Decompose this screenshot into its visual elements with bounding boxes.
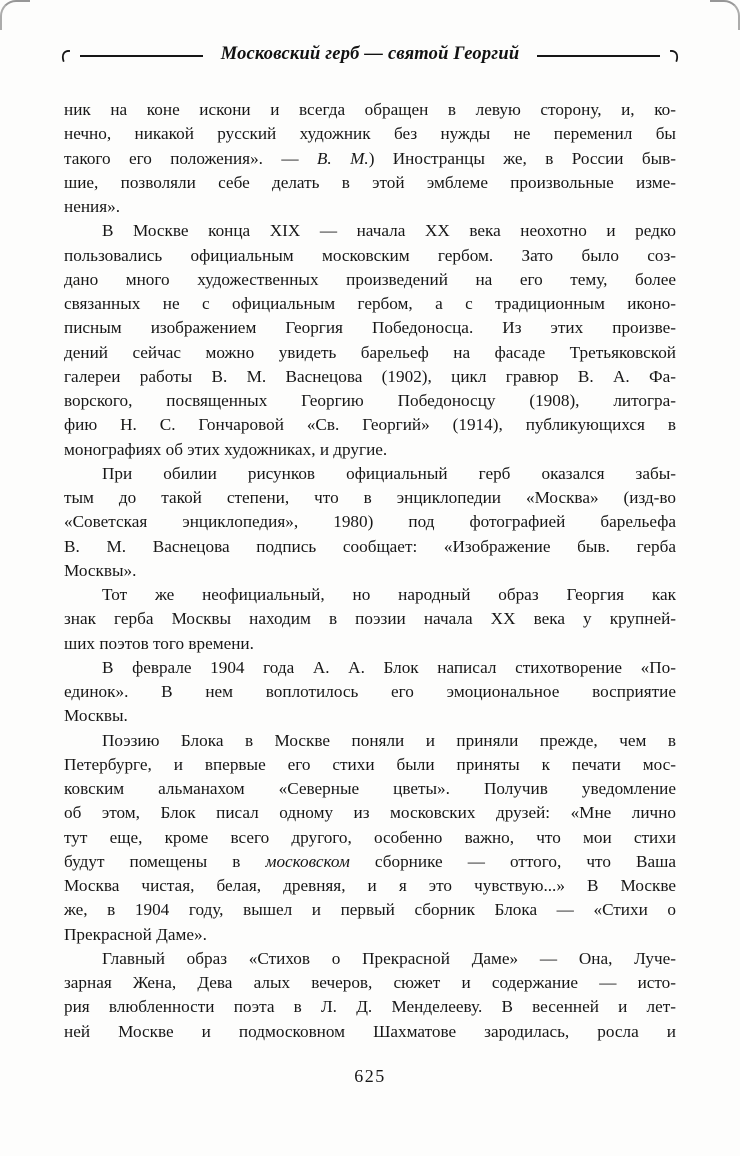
text-line: писным изображением Георгия Победоносца. Из этих произве-: [64, 318, 676, 338]
text-line: Петербурге, и впервые его стихи были приняты к печати мос-: [64, 754, 676, 774]
paragraph: [64, 656, 676, 729]
text-block: [64, 98, 676, 1044]
text-line: нения».: [64, 197, 121, 216]
text-line: ковским альманахом «Северные цветы». Получив уведомление: [64, 779, 676, 798]
text-line: Прекрасной Даме».: [64, 924, 207, 944]
text-line: В. М. Васнецова подпись сообщает: «Изображение быв. герба: [64, 536, 676, 556]
text-line: пользовались официальным московским гербом. Зато было соз-: [64, 245, 676, 265]
text-line: Москва чистая, белая, древняя, и я это чувствую...» В Москве: [64, 876, 676, 895]
text-line: тут еще, кроме всего другого, особенно важно, что мои стихи: [64, 827, 676, 847]
text-line: Главный образ «Стихов о Прекрасной Даме» — Она, Луче-: [102, 948, 676, 968]
paragraph: [64, 729, 676, 947]
text-line: связанных не с официальным гербом, а с традиционным иконо-: [64, 294, 676, 313]
text-line: Москвы».: [64, 560, 137, 580]
text-line: Тот же неофициальный, но народный образ Георгия как: [102, 585, 676, 604]
text-line: В Москве конца XIX — начала XX века неохотно и редко: [102, 221, 676, 241]
text-line: Поэзию Блока в Москве поняли и приняли прежде, чем в: [102, 730, 676, 750]
scan-corner-left: [0, 0, 30, 30]
text-line: ней Москве и подмосковном Шахматове зародилась, росла и: [64, 1021, 676, 1041]
flourish-right-icon: [670, 49, 680, 62]
text-line: ворского, посвященных Георгию Победоносцу (1908), литогра-: [64, 391, 676, 410]
text-line: фию Н. С. Гончаровой «Св. Георгий» (1914), публикующихся в: [64, 415, 676, 435]
text-line: ник на коне искони и всегда обращен в левую сторону, и, ко-: [64, 100, 676, 119]
text-line: монографиях об этих художниках, и другие.: [64, 439, 388, 459]
text-line: будут помещены в московском сборнике — оттого, что Ваша: [64, 851, 676, 871]
text-line: зарная Жена, Дева алых вечеров, сюжет и содержание — исто-: [64, 973, 676, 992]
text-line: же, в 1904 году, вышел и первый сборник Блока — «Стихи о: [64, 900, 676, 920]
paragraph: [64, 462, 676, 583]
paragraph: [64, 219, 676, 462]
chapter-header: [60, 44, 680, 65]
text-line: тым до такой степени, что в энциклопедии «Москва» (изд-во: [64, 488, 676, 507]
text-line: дений сейчас можно увидеть барельеф на фасаде Третьяковской: [64, 342, 676, 362]
text-line: об этом, Блок писал одному из московских друзей: «Мне лично: [64, 803, 676, 823]
text-line: В феврале 1904 года А. А. Блок написал стихотворение «По-: [102, 657, 676, 677]
text-line: единок». В нем воплотилось его эмоциональное восприятие: [64, 682, 676, 701]
paragraph: [64, 947, 676, 1044]
text-line: такого его положения». — В. М.) Иностранцы же, в России быв-: [64, 148, 676, 168]
text-line: рия влюбленности поэта в Л. Д. Менделееву. В весенней и лет-: [64, 997, 676, 1017]
text-line: Москвы.: [64, 706, 128, 726]
chapter-title: Московский герб — святой Георгий: [220, 44, 520, 64]
paragraph: [64, 98, 676, 219]
flourish-left-icon: [60, 49, 70, 62]
text-line: ших поэтов того времени.: [64, 633, 254, 653]
text-line: нечно, никакой русский художник без нужды не переменил бы: [64, 124, 676, 144]
text-line: знак герба Москвы находим в поэзии начала XX века у крупней-: [64, 609, 676, 629]
page-number: 625: [354, 1066, 386, 1086]
text-line: «Советская энциклопедия», 1980) под фотографией барельефа: [64, 512, 676, 532]
text-line: дано много художественных произведений на его тему, более: [64, 269, 676, 289]
header-rule-left: [80, 55, 203, 57]
text-line: При обилии рисунков официальный герб оказался забы-: [102, 463, 676, 483]
text-line: галереи работы В. М. Васнецова (1902), цикл гравюр В. А. Фа-: [64, 366, 676, 386]
text-line: шие, позволяли себе делать в этой эмблеме произвольные изме-: [64, 172, 676, 192]
scan-corner-right: [710, 0, 740, 30]
header-rule-right: [537, 55, 660, 57]
paragraph: [64, 583, 676, 656]
